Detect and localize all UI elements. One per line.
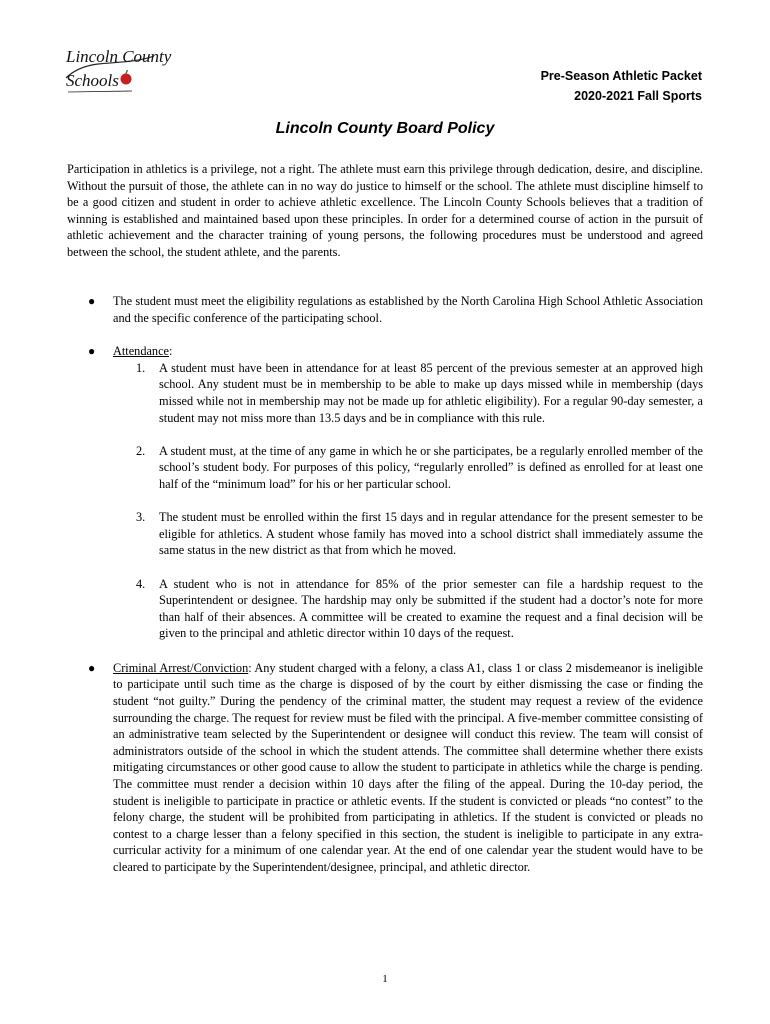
page-number: 1 xyxy=(382,973,388,985)
rule-text: The student must be enrolled within the first 15 days and in regular attendance for the present semester to be eligible for athletics. A student whose family has moved into a school district shall immediately assume the same status in the new district as that from which he moved. xyxy=(159,510,703,558)
criminal-text: : Any student charged with a felony, a class A1, class 1 or class 2 misdemeanor is ineligible to participate until such time as the charge is disposed of by the court by either dismissing the case or finding the student “not guilty.” During the pendency of the criminal matter, the student may request a review of the evidence surrounding the charge. The request for review must be filed with the principal. A five-member committee consisting of an administrative team selected by the Superintendent or designee will conduct this review. The team will consist of administrators outside of the school in which the student attends. The committee shall determine whether there exists mitigating circumstances or other good cause to allow the student to participate in athletics while the charge is pending. The committee must render a decision within 10 days after the filing of the appeal. During the 10-day period, the student is ineligible to participate in practice or athletic events. If the student is convicted or pleads “no contest” to the felony charge, the student will be prohibited from participating in athletics. If the student is convicted or pleads no contest to a charge lesser than a felony specified in this section, the student is ineligible to participate in any extra-curricular activity for a minimum of one calendar year. At the end of one calendar year the student would have to be cleared to participate by the Superintendent/designee, principal, and athletic director. xyxy=(113,660,703,874)
policy-title: Lincoln County Board Policy xyxy=(275,120,495,137)
attendance-rules xyxy=(113,360,703,642)
bullet-icon: ● xyxy=(88,294,96,308)
rule-number: 1. xyxy=(136,360,146,375)
rule-text: A student who is not in attendance for 85% of the prior semester can file a hardship request to the Superintendent or designee. The hardship may only be submitted if the student had a doctor’s note for more than half of their absences. A committee will be created to examine the request and a final decision will be given to the principal and athletic director within 10 days of the request. xyxy=(159,576,703,641)
logo-line2: Schools xyxy=(66,71,119,90)
attendance-rule-1 xyxy=(113,360,703,426)
rule-number: 4. xyxy=(136,576,146,591)
packet-header xyxy=(541,66,702,106)
eligibility-text: The student must meet the eligibility regulations as established by the North Carolina High School Athletic Association and the specific conference of the participating school. xyxy=(113,294,703,325)
bullet-icon: ● xyxy=(88,660,96,675)
logo-line1: Lincoln County xyxy=(66,47,172,66)
bullet-icon: ● xyxy=(88,344,96,359)
rule-text: A student must have been in attendance for at least 85 percent of the previous semester at an approved high school. Any student must be in membership to be able to make up days missed while in membership (days missed while not in membership may not be made up for athletic eligibility). For a regular 90-day semester, a student may not miss more than 13.5 days and be in compliance with this rule. xyxy=(159,360,703,425)
apple-icon xyxy=(121,74,132,85)
bullet-attendance xyxy=(67,343,703,642)
attendance-colon: : xyxy=(169,344,173,359)
lincoln-county-schools-logo xyxy=(62,42,172,96)
criminal-heading: Criminal Arrest/Conviction xyxy=(113,660,249,675)
attendance-heading: Attendance xyxy=(113,344,169,359)
intro-paragraph: Participation in athletics is a privilege, not a right. The athlete must earn this privilege through dedication, desire, and discipline. Without the pursuit of those, the athlete can in no way do justice to himself or the school. The athlete must discipline himself to be a good citizen and student in order to achieve athletic excellence. The Lincoln County Schools believes that a tradition of winning is established and maintained based upon these principles. In order for a determined course of action in the pursuit of athletic achievement and the character training of young persons, the following procedures must be understood and agreed between the school, the student athlete, and the parents. xyxy=(67,162,703,259)
bullet-criminal xyxy=(67,660,703,876)
rule-number: 3. xyxy=(136,510,146,525)
season-label: 2020-2021 Fall Sports xyxy=(574,89,702,103)
packet-title: Pre-Season Athletic Packet xyxy=(540,69,702,83)
rule-number: 2. xyxy=(136,443,146,458)
attendance-rule-2 xyxy=(113,443,703,493)
attendance-rule-4 xyxy=(113,576,703,642)
attendance-rule-3 xyxy=(113,509,703,559)
policy-bullet-list xyxy=(67,293,703,876)
bullet-eligibility xyxy=(67,293,703,326)
rule-text: A student must, at the time of any game in which he or she participates, be a regularly enrolled member of the school’s student body. For purposes of this policy, “regularly enrolled” is defined as enrolled for at least one half of the “minimum load” for his or her particular school. xyxy=(159,443,703,491)
